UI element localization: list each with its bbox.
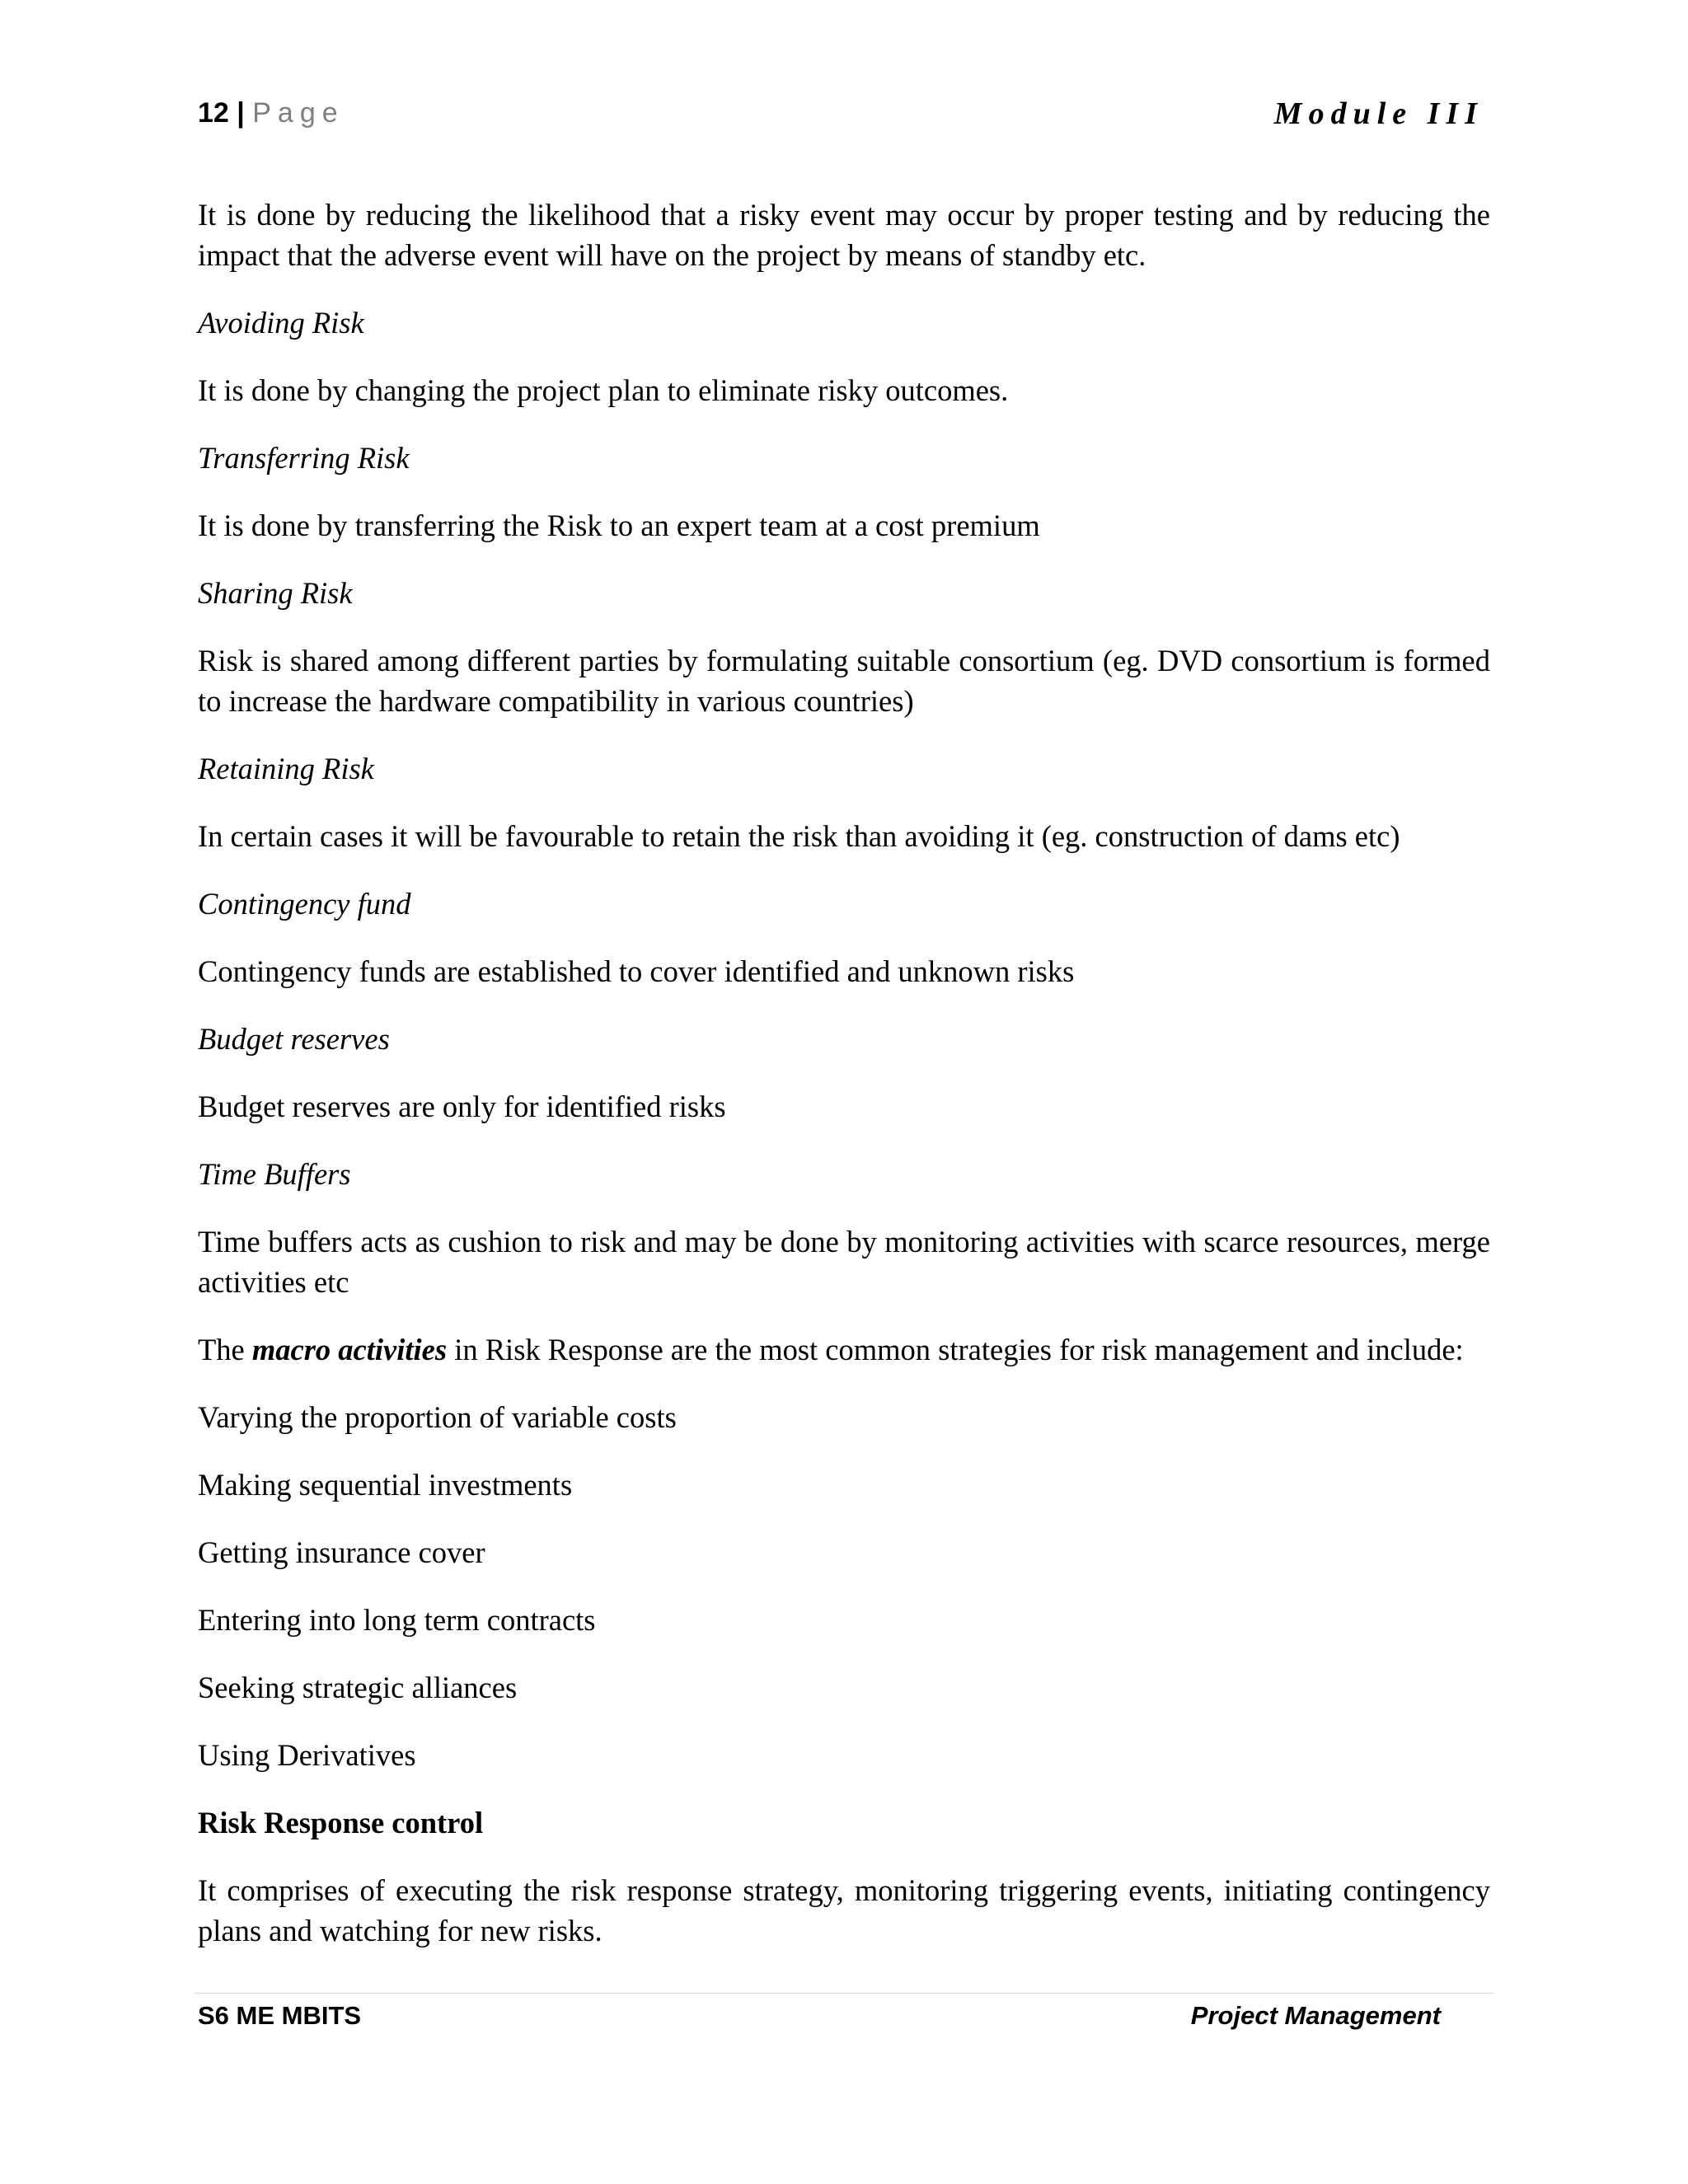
list-item: Seeking strategic alliances [198, 1671, 518, 1704]
page-header [198, 97, 1490, 138]
subheading-budget-reserves: Budget reserves [198, 1022, 390, 1056]
paragraph: Budget reserves are only for identified risks [198, 1090, 726, 1123]
list-item: Getting insurance cover [198, 1535, 485, 1569]
paragraph: It comprises of executing the risk response strategy, monitoring triggering events, initiating contingency plans and watching for new risks. [198, 1873, 1490, 1947]
subheading-retaining-risk: Retaining Risk [198, 752, 374, 785]
paragraph: It is done by transferring the Risk to an expert team at a cost premium [198, 509, 1040, 542]
page-separator: | [228, 97, 253, 129]
subheading-transferring-risk: Transferring Risk [198, 441, 410, 475]
subheading-avoiding-risk: Avoiding Risk [198, 306, 364, 340]
section-heading-risk-response-control: Risk Response control [198, 1806, 484, 1840]
list-item: Entering into long term contracts [198, 1603, 596, 1637]
footer-divider [195, 1993, 1493, 1994]
page-number: 12 [198, 97, 229, 129]
document-body [198, 194, 1490, 1978]
paragraph: It is done by changing the project plan to eliminate risky outcomes. [198, 373, 1009, 407]
paragraph: In certain cases it will be favourable to retain the risk than avoiding it (eg. construction of dams etc) [198, 819, 1400, 853]
list-item: Varying the proportion of variable costs [198, 1400, 677, 1434]
macro-prefix: The [198, 1333, 252, 1366]
macro-emphasis: macro activities [251, 1333, 448, 1366]
page-number-label [198, 97, 345, 129]
paragraph: Contingency funds are established to cover identified and unknown risks [198, 954, 1075, 988]
paragraph: Risk is shared among different parties by formulating suitable consortium (eg. DVD consortium is formed to increase the hardware compatibility in various countries) [198, 644, 1490, 718]
page-word: Page [252, 97, 345, 129]
list-item: Making sequential investments [198, 1468, 573, 1502]
subheading-sharing-risk: Sharing Risk [198, 576, 353, 610]
footer-course-label: S6 ME MBITS [198, 2001, 362, 2030]
footer-subject-label: Project Management [1190, 2001, 1441, 2030]
subheading-contingency-fund: Contingency fund [198, 887, 411, 921]
module-title: Module III [1273, 96, 1484, 131]
paragraph: It is done by reducing the likelihood that a risky event may occur by proper testing and by reducing the impact that the adverse event will have on the project by means of standby etc. [198, 198, 1490, 272]
macro-activities-intro [198, 1329, 1490, 1370]
list-item: Using Derivatives [198, 1738, 416, 1772]
subheading-time-buffers: Time Buffers [198, 1157, 351, 1191]
paragraph: Time buffers acts as cushion to risk and may be done by monitoring activities with scarce resources, merge activities etc [198, 1225, 1490, 1299]
macro-suffix: in Risk Response are the most common strategies for risk management and include: [447, 1333, 1464, 1366]
